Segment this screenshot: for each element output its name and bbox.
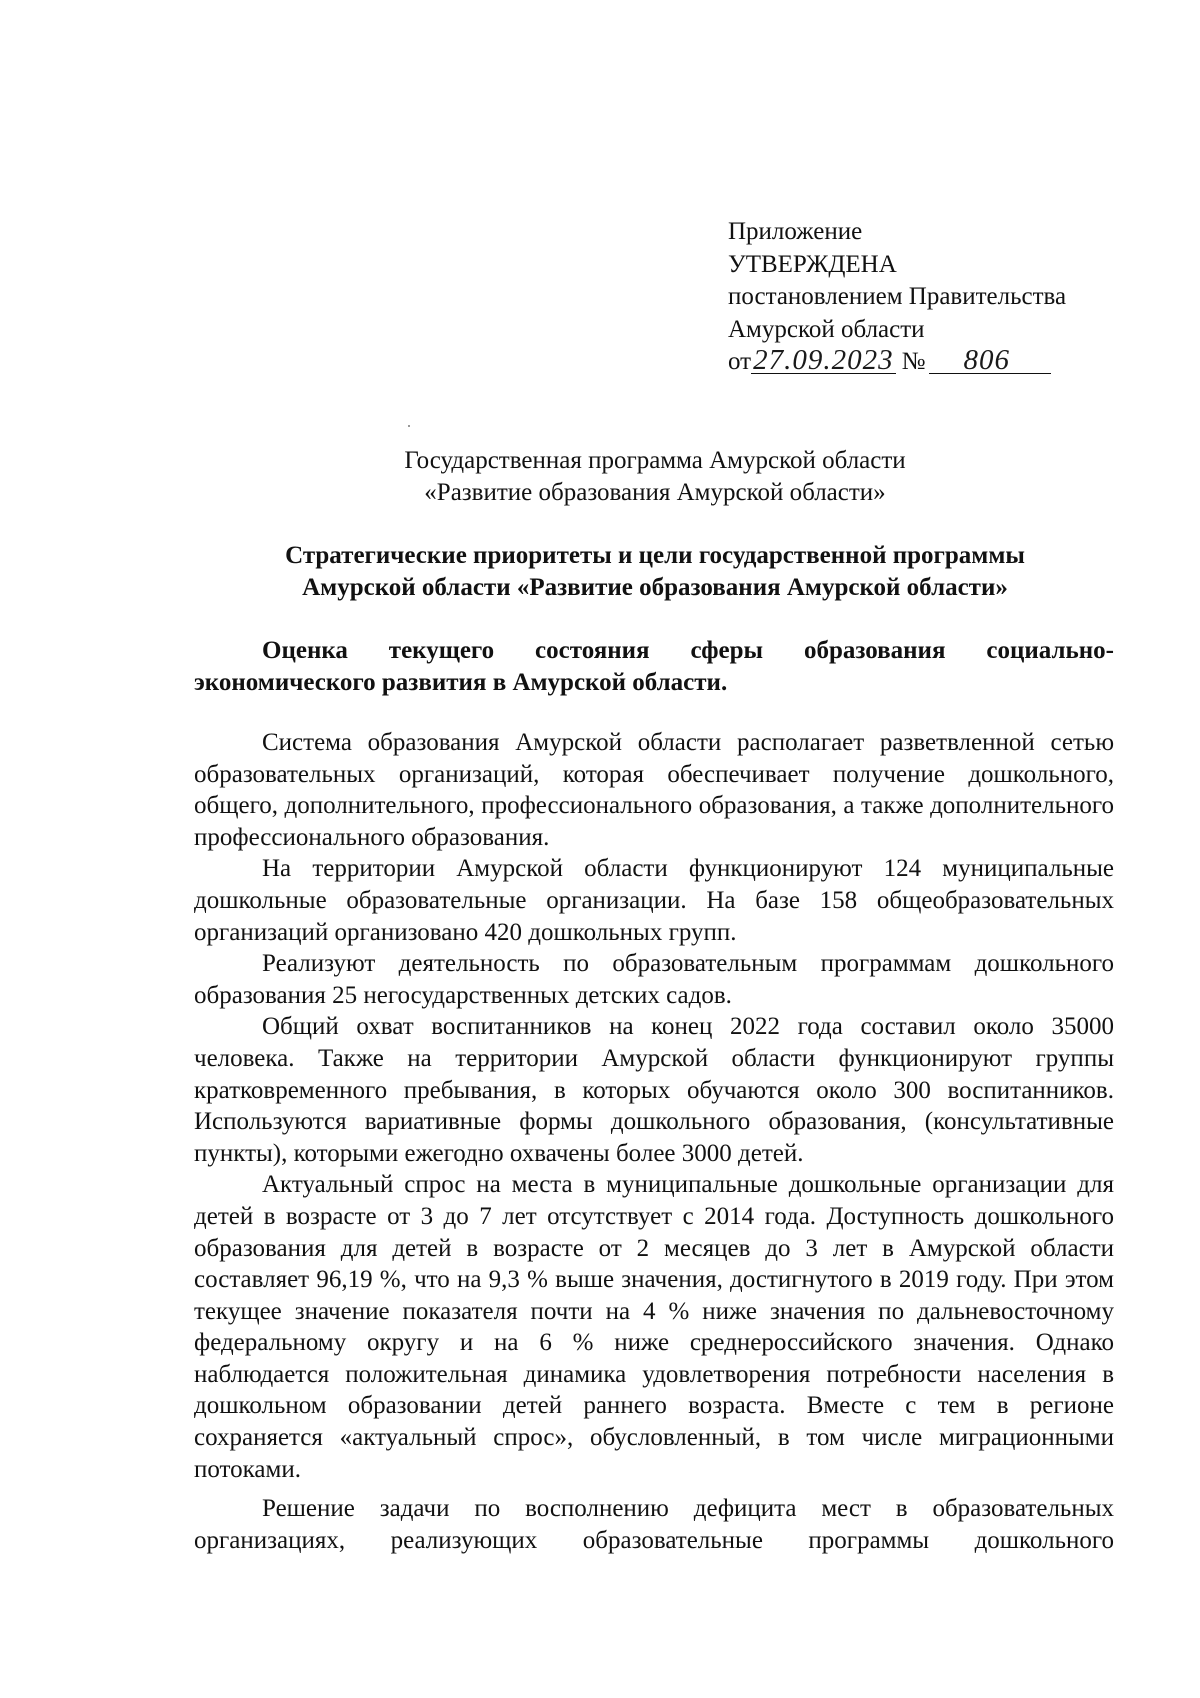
paragraph: Решение задачи по восполнению дефицита мест в образовательных организациях, реализующих образовательные программы дошкольного	[194, 1495, 1114, 1554]
section-heading-line-2: Амурской области «Развитие образования Амурской области»	[302, 574, 1008, 601]
subheading: Оценка текущего состояния сферы образования социально-экономического развития в Амурской области.	[194, 637, 1114, 696]
approved-by-label: постановлением Правительства	[728, 283, 1067, 310]
paragraph: Система образования Амурской области располагает разветвленной сетью образовательных организаций, которая обеспечивает получение дошкольного, общего, дополнительного, профессионального образования, а также дополнительного профессионального образования.	[194, 729, 1114, 851]
handwritten-date: 27.09.2023	[753, 344, 894, 376]
scan-speck	[408, 425, 410, 427]
paragraph: Общий охват воспитанников на конец 2022 года составил около 35000 человека. Также на территории Амурской области функционируют группы кратковременного пребывания, в которых обучаются около 300 воспитанников. Используются вариативные формы дошкольного образования, (консультативные пункты), которыми ежегодно охвачены более 3000 детей.	[194, 1013, 1114, 1167]
approved-label: УТВЕРЖДЕНА	[728, 250, 897, 278]
annex-label: Приложение	[728, 218, 863, 245]
date-prefix: от	[728, 348, 752, 375]
body-text	[194, 727, 1114, 1556]
program-title-line-2: «Развитие образования Амурской области»	[424, 479, 886, 506]
program-title-line-1: Государственная программа Амурской области	[404, 447, 906, 474]
subheading-block	[194, 635, 1114, 698]
number-sign: №	[901, 348, 926, 375]
paragraph: На территории Амурской области функционируют 124 муниципальные дошкольные образовательные организации. На базе 158 общеобразовательных организаций организовано 420 дошкольных групп.	[194, 855, 1114, 946]
section-heading-line-1: Стратегические приоритеты и цели государственной программы	[285, 542, 1025, 569]
handwritten-number: 806	[929, 347, 1051, 374]
region-label: Амурской области	[728, 315, 925, 343]
paragraph: Реализуют деятельность по образовательным программам дошкольного образования 25 негосударственных детских садов.	[194, 950, 1114, 1009]
date-number-line	[728, 346, 1128, 379]
approval-block	[728, 216, 1128, 379]
paragraph: Актуальный спрос на места в муниципальные дошкольные организации для детей в возрасте от 3 до 7 лет отсутствует с 2014 года. Доступность дошкольного образования для детей в возрасте от 2 месяцев до 3 лет в Амурской области составляет 96,19 %, что на 9,3 % выше значения, достигнутого в 2019 году. При этом текущее значение показателя почти на 4 % ниже значения по дальневосточному федеральному округу и на 6 % ниже среднероссийского значения. Однако наблюдается положительная динамика удовлетворения потребности населения в дошкольном образовании детей раннего возраста. Вместе с тем в регионе сохраняется «актуальный спрос», обусловленный, в том числе миграционными потоками.	[194, 1171, 1114, 1483]
